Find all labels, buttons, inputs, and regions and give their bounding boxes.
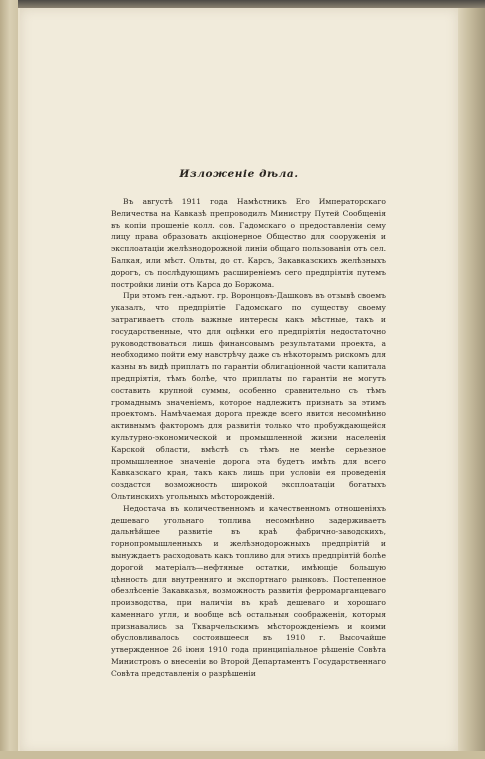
book-page: [20, 8, 458, 753]
scan-top-edge: [0, 0, 485, 8]
book-spine-edge: [0, 0, 18, 759]
page-fore-edge: [458, 8, 485, 759]
paragraph-3: Недостача въ количественномъ и качественномъ отношеніяхъ дешеваго угольнаго топлива несомнѣнно задерживаетъ дальнѣйшее развитіе въ краѣ фабрично-заводскихъ, горнопромышленныхъ и желѣзнодорожныхъ предпріятій и вынуждаетъ расходовать какъ топливо для этихъ предпріятій болѣе дорогой матеріалъ—нефтяные остатки, имѣющіе большую цѣнность для внутренняго и экспортнаго рынковъ. Постепенное обезлѣсеніе Закавказья, возможность развитія ферромарганцеваго производства, при наличіи въ краѣ дешеваго и хорошаго каменнаго угля, и вообще всѣ остальныя соображенія, которыя признавались за Ткварчельскимъ мѣсторожденіемъ и коими обусловливалось состоявшееся въ 1910 г. Высочайше утвержденное 26 іюня 1910 года принципіальное рѣшеніе Совѣта Министровъ о внесеніи во Второй Департаментъ Государственнаго Совѣта представленія о разрѣшеніи: [111, 503, 386, 678]
body-text: [111, 196, 386, 680]
paragraph-1: Въ августѣ 1911 года Намѣстникъ Его Императорскаго Величества на Кавказѣ препроводилъ Министру Путей Сообщенія въ копіи прошеніе колл. сов. Гадомскаго о предоставленіи сему лицу права образовать акціонерное Общество для сооруженія и эксплоатаціи желѣзнодорожной линіи общаго пользованія отъ сел. Балкая, или мѣст. Ольты, до ст. Карсъ, Закавказскихъ желѣзныхъ дорогъ, съ послѣдующимъ расширеніемъ сего предпріятія путемъ постройки линіи отъ Карса до Боржома.: [111, 197, 386, 289]
scan-bottom-edge: [0, 751, 485, 759]
section-title: Изложеніе дѣла.: [179, 168, 299, 180]
paragraph-2: При этомъ ген.-адъют. гр. Воронцовъ-Дашковъ въ отзывѣ своемъ указалъ, что предпріятіе Гадомскаго по существу своему затрагиваетъ столь важные интересы какъ мѣстные, такъ и государственные, что для оцѣнки его предпріятія недостаточно руководствоваться лишь финансовымъ результатами проекта, а необходимо пойти ему навстрѣчу даже съ нѣкоторымъ рискомъ для казны въ видѣ приплатъ по гарантіи облигаціонной части капитала предпріятія, тѣмъ болѣе, что приплаты по гарантіи не могутъ составить крупной суммы, особенно сравнительно съ тѣмъ громаднымъ значеніемъ, которое надлежитъ признать за этимъ проектомъ. Намѣчаемая дорога прежде всего явится несомнѣнно активнымъ факторомъ для развитія только что пробуждающейся культурно-экономической и промышленной жизни населенія Карской области, вмѣстѣ съ тѣмъ не менѣе серьезное промышленное значеніе дорога эта будетъ имѣть для всего Кавказскаго края, такъ какъ лишь при условіи ея проведенія создастся возможность широкой эксплоатаціи богатыхъ Ольтинскихъ угольныхъ мѣсторожденій.: [111, 291, 386, 501]
